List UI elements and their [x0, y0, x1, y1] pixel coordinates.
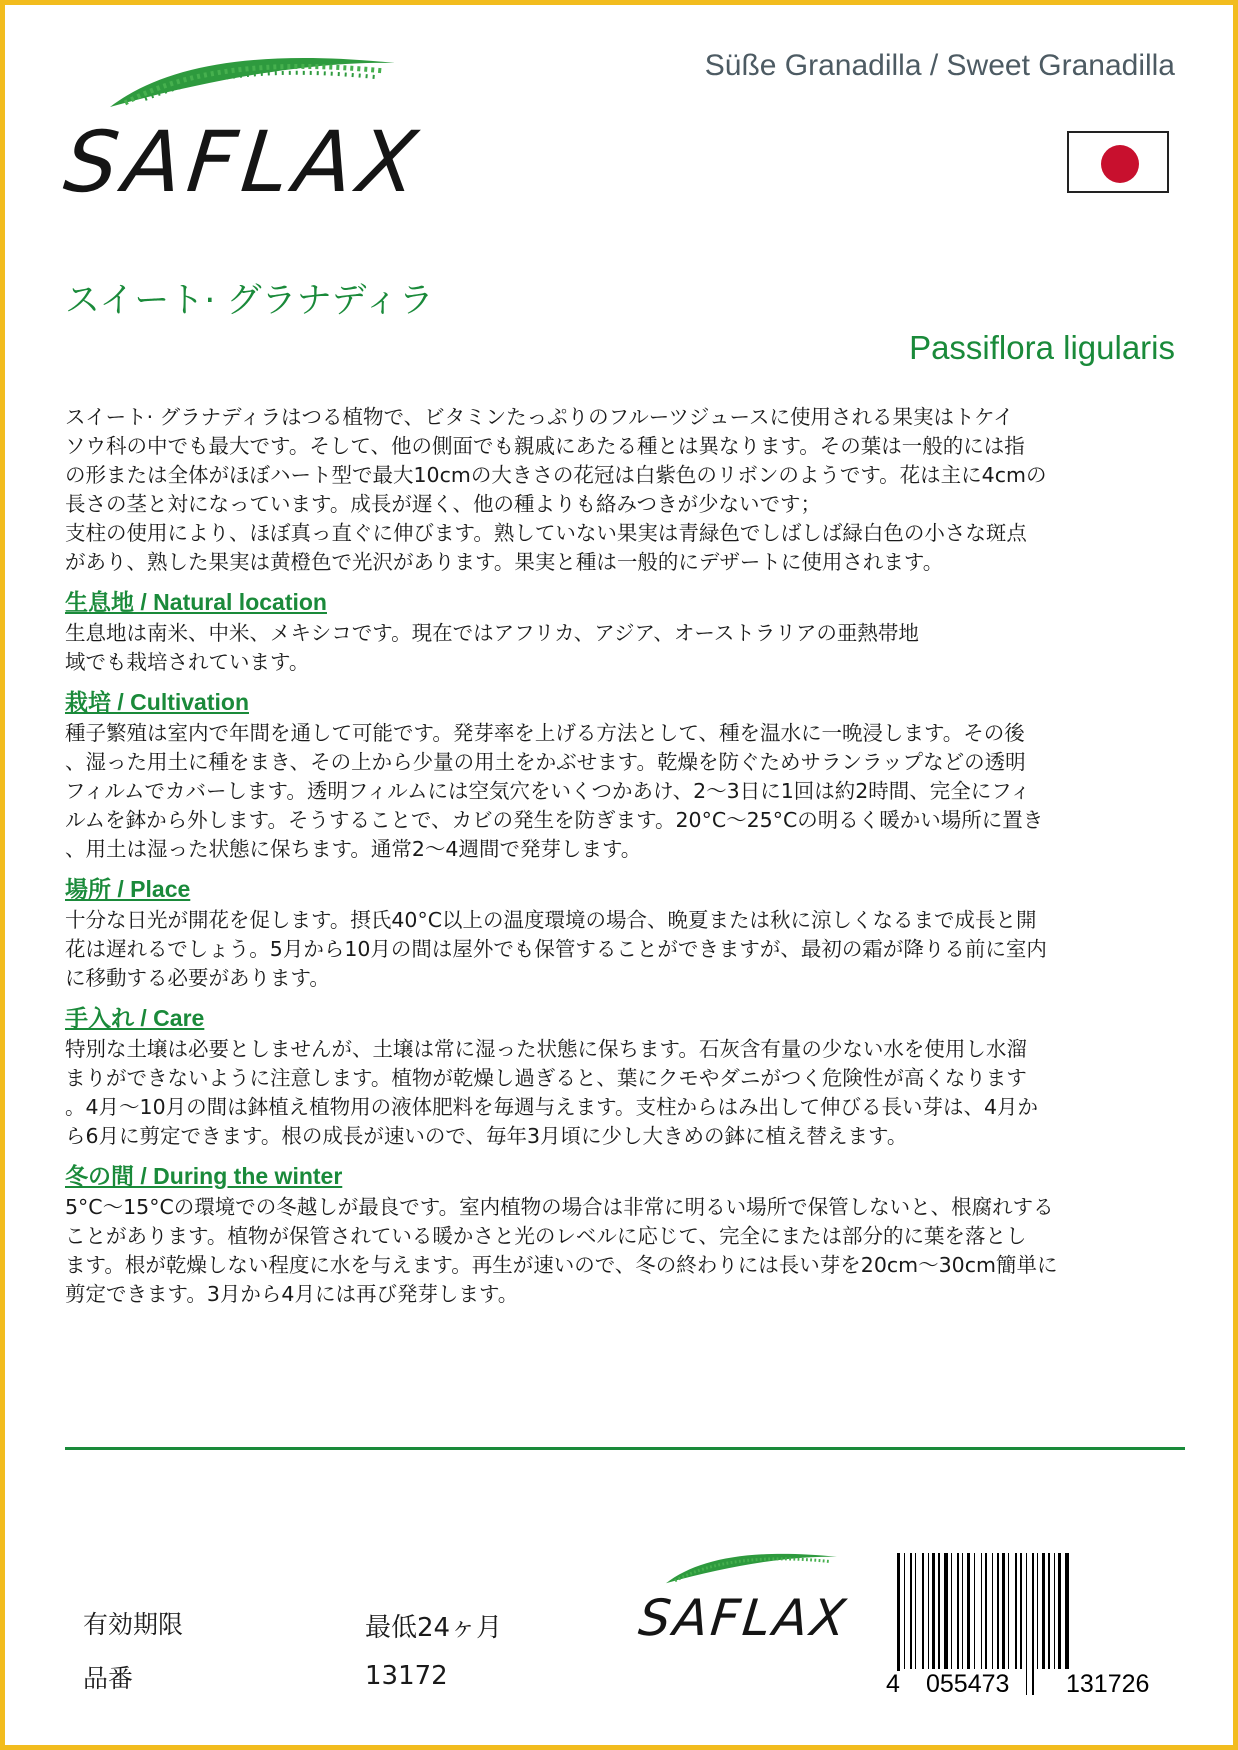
- barcode-bar: [1032, 1553, 1034, 1695]
- intro-line: の形または全体がほぼハート型で最大10cmの大きさの花冠は白紫色のリボンのようです。花は主に4cmの: [65, 463, 1047, 487]
- green-divider: [65, 1447, 1185, 1450]
- section-line: ら6月に剪定できます。根の成長が速いので、毎年3月頃に少し大きめの鉢に植え替えます。: [65, 1124, 908, 1148]
- item-number-label: 品番: [83, 1664, 134, 1693]
- section-line: ます。根が乾燥しない程度に水を与えます。再生が速いので、冬の終わりには長い芽を20cm～30cm簡単に: [65, 1253, 1058, 1277]
- barcode-bar: [957, 1553, 959, 1669]
- barcode-digit-first: 4: [883, 1671, 903, 1697]
- barcode-bar: [962, 1553, 963, 1669]
- section-line: フィルムでカバーします。透明フィルムには空気穴をいくつかあけ、2～3日に1回は約2時間、完全にフィ: [65, 779, 1031, 803]
- product-title-latin: Passiflora ligularis: [909, 329, 1175, 366]
- section-line: 、用土は湿った状態に保ちます。通常2～4週間で発芽します。: [65, 837, 642, 861]
- japan-flag-icon: [1067, 131, 1169, 193]
- barcode-bar: [1026, 1553, 1027, 1695]
- barcode-bar: [997, 1553, 999, 1669]
- expiry-label: 有効期限: [83, 1610, 184, 1639]
- section-heading: 手入れ / Care: [65, 1005, 205, 1031]
- section-line: 域でも栽培されています。: [65, 650, 310, 674]
- barcode-bar: [1058, 1553, 1061, 1669]
- section-line: まりができないように注意します。植物が乾燥し過ぎると、葉にクモやダニがつく危険性が高くなります: [65, 1066, 1027, 1090]
- barcode-bar: [915, 1553, 916, 1669]
- section-winter: [65, 1161, 1185, 1309]
- grass-swoosh-icon: [663, 1545, 843, 1589]
- saflax-logo: [59, 45, 428, 215]
- grass-swoosh-icon: [105, 45, 405, 115]
- barcode-bar: [992, 1553, 993, 1669]
- barcode-bar: [1042, 1553, 1045, 1669]
- section-line: 十分な日光が開花を促します。摂氏40°C以上の温度環境の場合、晩夏または秋に涼しくなるまで成長と開: [65, 908, 1037, 932]
- section-heading: 冬の間 / During the winter: [65, 1163, 343, 1189]
- saflax-logo-small: [635, 1545, 852, 1655]
- section-heading: 生息地 / Natural location: [65, 589, 327, 615]
- section-line: 5°C～15°Cの環境での冬越しが最良です。室内植物の場合は非常に明るい場所で保管しないと、根腐れする: [65, 1195, 1054, 1219]
- barcode-digits-left: 055473: [923, 1671, 1012, 1697]
- intro-line: 支柱の使用により、ほぼ真っ直ぐに伸びます。熟していない果実は青緑色でしばしば緑白色の小さな斑点: [65, 521, 1027, 545]
- logo-wordmark: SAFLAX: [59, 113, 428, 211]
- barcode-bar: [928, 1553, 929, 1669]
- section-line: 剪定できます。3月から4月には再び発芽します。: [65, 1282, 519, 1306]
- intro-line: ソウ科の中でも最大です。そして、他の側面でも親戚にあたる種とは異なります。その葉は一般的には指: [65, 434, 1025, 458]
- section-natural-location: [65, 587, 1185, 677]
- barcode-bar: [904, 1553, 905, 1669]
- ean-barcode: [883, 1553, 1183, 1698]
- barcode-bar: [981, 1553, 982, 1669]
- section-line: 種子繁殖は室内で年間を通して可能です。発芽率を上げる方法として、種を温水に一晩浸します。その後: [65, 721, 1025, 745]
- section-line: に移動する必要があります。: [65, 966, 330, 990]
- intro-line: 長さの茎と対になっています。成長が遅く、他の種よりも絡みつきが少ないです；: [65, 492, 822, 516]
- intro-line: があり、熟した果実は黄橙色で光沢があります。果実と種は一般的にデザートに使用されます。: [65, 550, 944, 574]
- barcode-bar: [951, 1553, 952, 1669]
- section-heading: 栽培 / Cultivation: [65, 689, 249, 715]
- section-heading: 場所 / Place: [65, 876, 191, 902]
- logo-wordmark: SAFLAX: [635, 1589, 852, 1647]
- section-care: [65, 1003, 1185, 1151]
- section-line: 。4月～10月の間は鉢植え植物用の液体肥料を毎週与えます。支柱からはみ出して伸びる長い芽は、4月か: [65, 1095, 1039, 1119]
- section-place: [65, 874, 1185, 993]
- section-line: 特別な土壌は必要としませんが、土壌は常に湿った状態に保ちます。石灰含有量の少ない水を使用し水溜: [65, 1037, 1027, 1061]
- section-line: 生息地は南米、中米、メキシコです。現在ではアフリカ、アジア、オーストラリアの亜熱帯地: [65, 621, 919, 645]
- section-line: ことがあります。植物が保管されている暖かさと光のレベルに応じて、完全にまたは部分的に葉を落とし: [65, 1224, 1027, 1248]
- barcode-bar: [944, 1553, 948, 1669]
- barcode-bar: [1002, 1553, 1005, 1669]
- barcode-bar: [974, 1553, 975, 1669]
- description-content: [65, 403, 1185, 1309]
- barcode-bar: [1065, 1553, 1069, 1669]
- barcode-bar: [910, 1553, 912, 1669]
- section-cultivation: [65, 687, 1185, 864]
- barcode-bar: [1008, 1553, 1009, 1669]
- barcode-bar: [1020, 1553, 1022, 1669]
- barcode-bar: [922, 1553, 924, 1669]
- barcode-digits-right: 131726: [1063, 1671, 1152, 1697]
- barcode-bar: [932, 1553, 935, 1669]
- header-title: Süße Granadilla / Sweet Granadilla: [704, 49, 1175, 82]
- item-number-value: 13172: [365, 1661, 448, 1691]
- section-line: ルムを鉢から外します。そうすることで、カビの発生を防ぎます。20°C〜25°Cの明るく暖かい場所に置き: [65, 808, 1044, 832]
- barcode-bar: [967, 1553, 970, 1669]
- barcode-bar: [1048, 1553, 1050, 1669]
- barcode-bar: [1037, 1553, 1038, 1669]
- section-line: 、湿った用土に種をまき、その上から少量の用土をかぶせます。乾燥を防ぐためサランラップなどの透明: [65, 750, 1026, 774]
- barcode-bar: [938, 1553, 940, 1669]
- flag-red-disc: [1101, 145, 1139, 183]
- expiry-value: 最低24ヶ月: [365, 1613, 503, 1643]
- barcode-bar: [1015, 1553, 1017, 1669]
- barcode-bar: [985, 1553, 987, 1669]
- product-title-japanese: スイート· グラナディラ: [65, 281, 434, 321]
- section-line: 花は遅れるでしょう。5月から10月の間は屋外でも保管することができますが、最初の霜が降りる前に室内: [65, 937, 1047, 961]
- barcode-bar: [1054, 1553, 1055, 1669]
- intro-line: スイート· グラナディラはつる植物で、ビタミンたっぷりのフルーツジュースに使用される果実はトケイ: [65, 405, 1014, 429]
- intro-paragraph: [65, 403, 1185, 577]
